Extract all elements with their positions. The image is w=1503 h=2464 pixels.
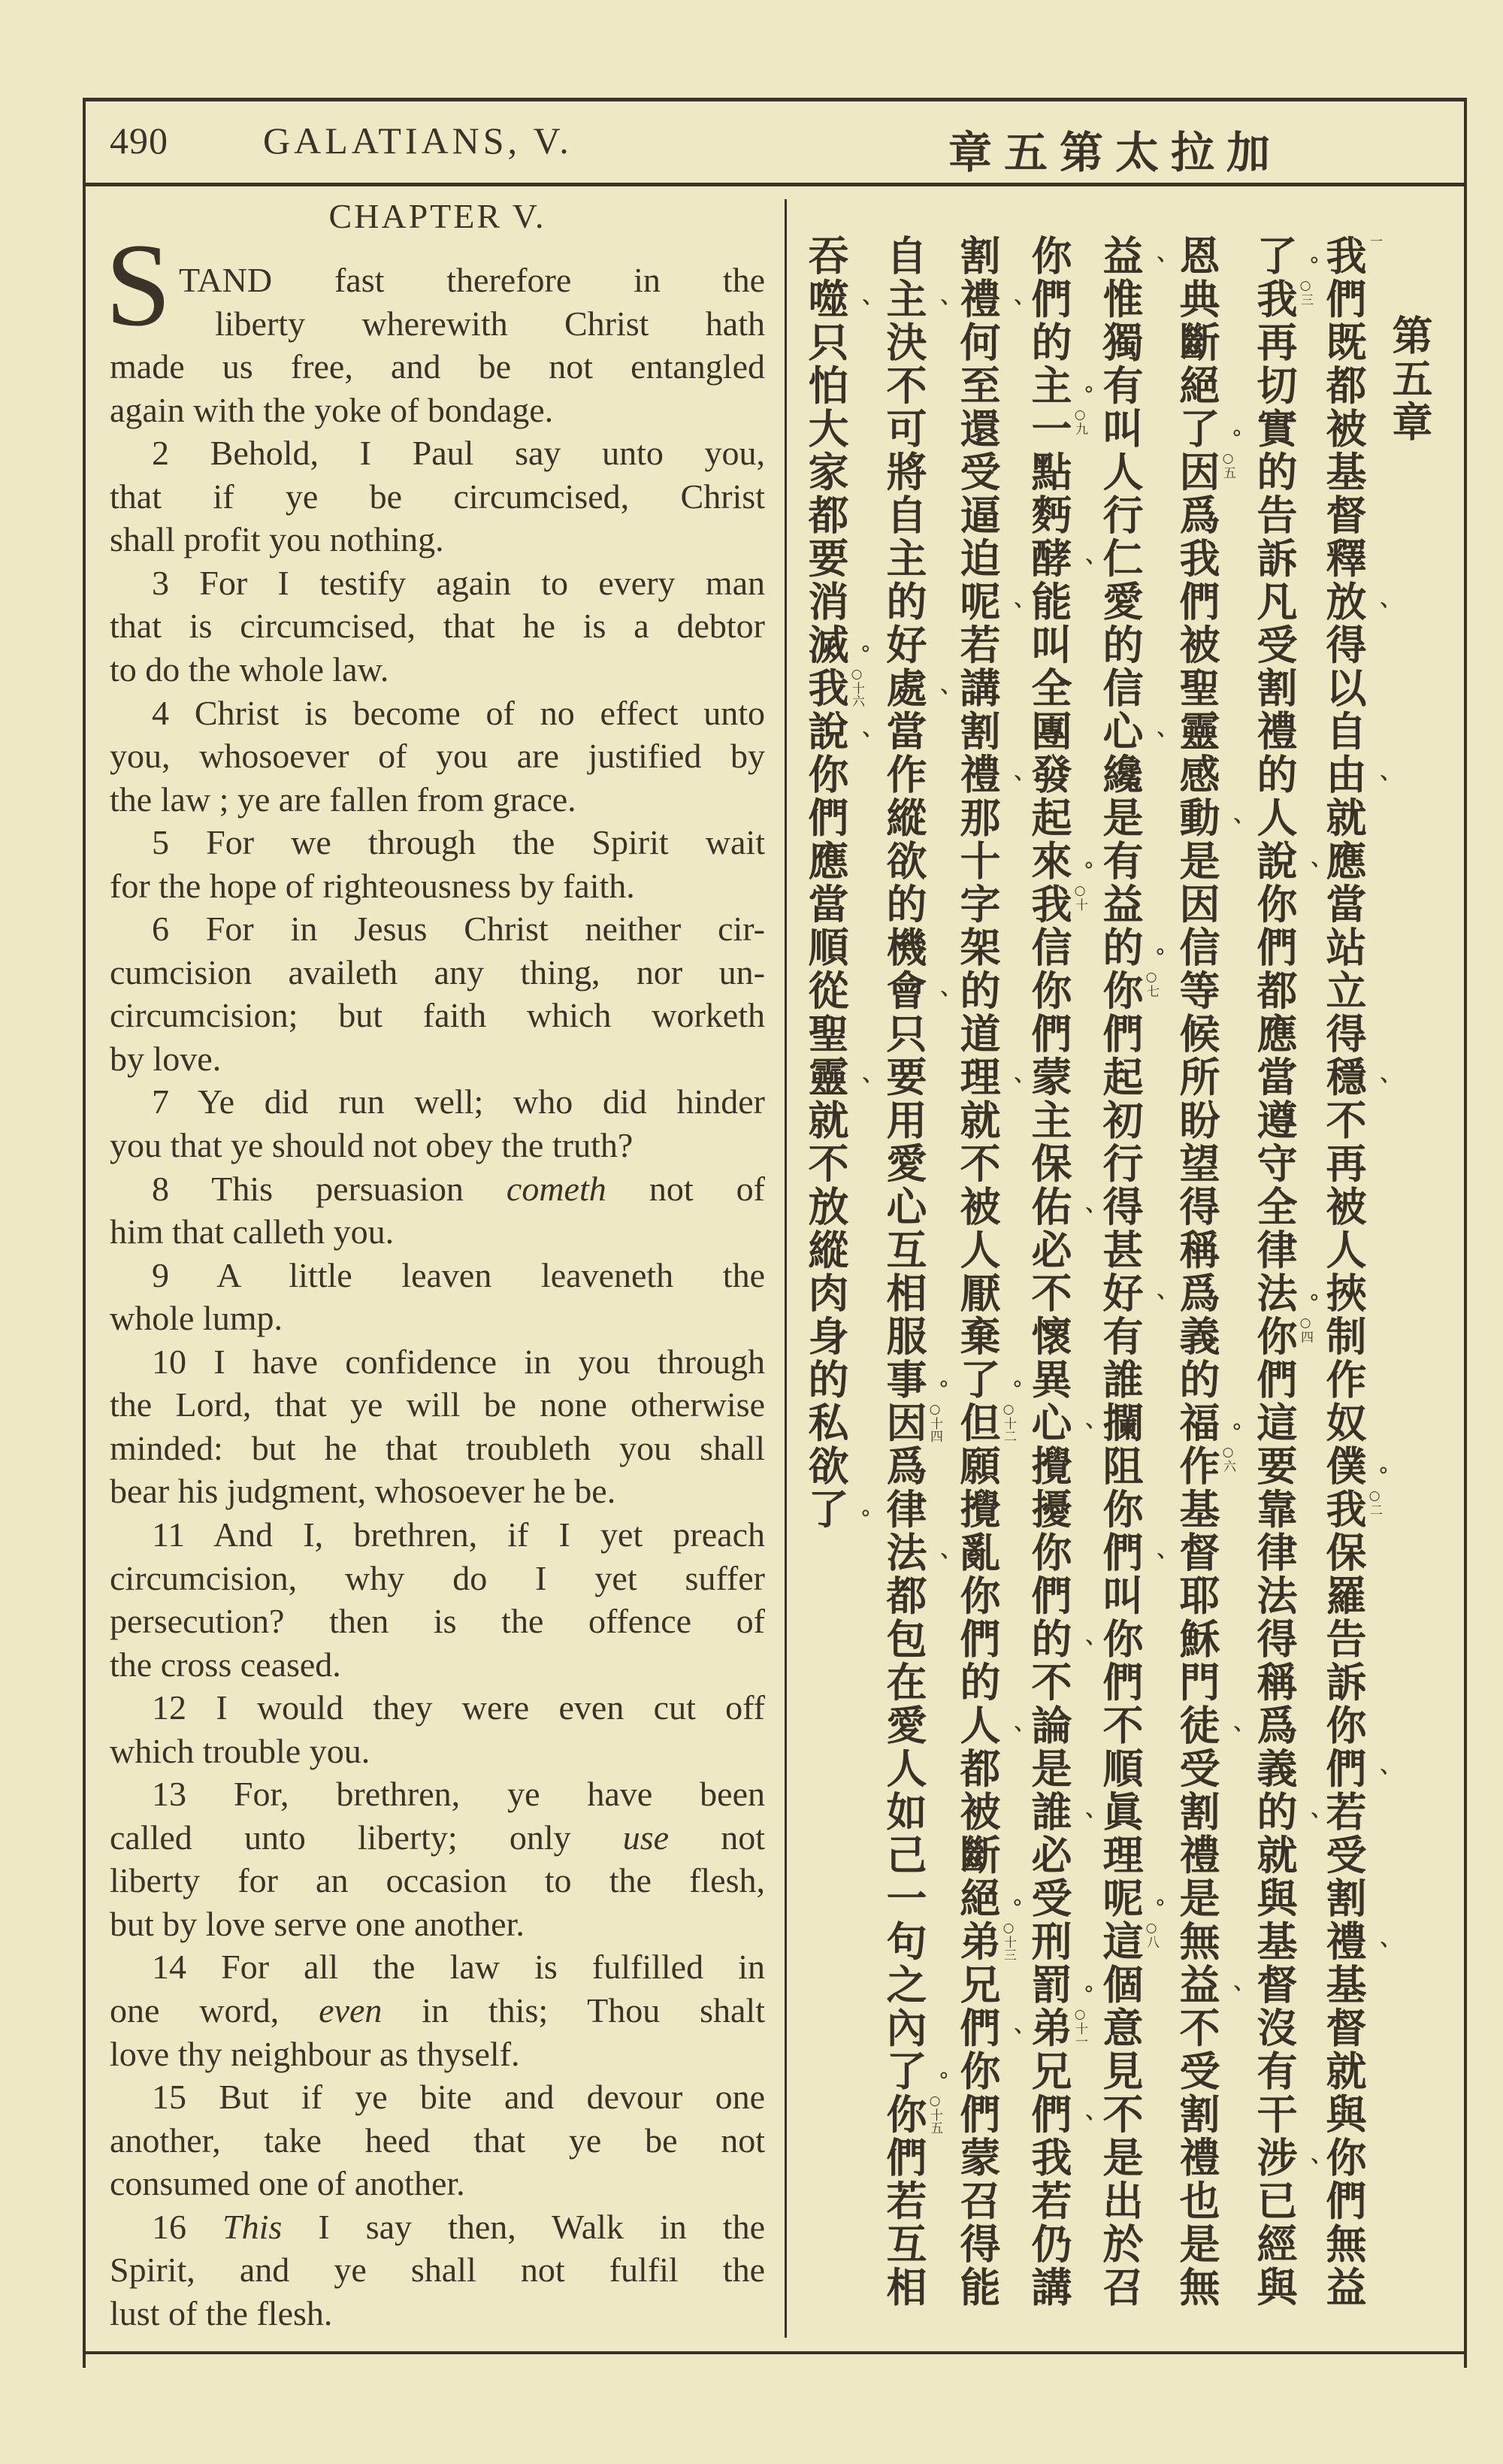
text-line xyxy=(110,562,765,604)
text-segment: 16 xyxy=(152,2207,223,2246)
text-segment: you, whosoever of you are justified by xyxy=(110,737,765,776)
text-segment: again with the yoke of bondage. xyxy=(110,390,554,429)
drop-cap: S xyxy=(105,219,171,351)
chinese-text: 一點麪酵 xyxy=(1025,407,1072,580)
text-segment: you that ye should not obey the truth? xyxy=(110,1126,634,1164)
text-line xyxy=(110,1383,765,1426)
text-line xyxy=(110,259,765,301)
text-segment: 6 For in Jesus Christ neither cir- xyxy=(152,910,765,949)
text-segment: not xyxy=(669,1818,766,1857)
punctuation-mark: 、 xyxy=(998,1076,1023,1097)
punctuation-mark: 。 xyxy=(1295,1292,1320,1314)
text-segment: lust of the flesh. xyxy=(110,2293,333,2332)
verse-marker: ○三 xyxy=(1298,277,1313,306)
punctuation-mark: 、 xyxy=(998,773,1023,795)
punctuation-mark: 、 xyxy=(998,1724,1023,1746)
text-segment: 5 For we through the Spirit wait xyxy=(152,823,765,862)
chinese-column xyxy=(1320,235,1389,2309)
text-line xyxy=(110,1989,765,2032)
chinese-text: 攪擾你們的 xyxy=(1025,1445,1072,1661)
chinese-text: 你們蒙召得能 xyxy=(954,2050,1001,2309)
text-line xyxy=(110,1859,765,1902)
punctuation-mark: 、 xyxy=(1069,1811,1094,1833)
verse-marker: ○四 xyxy=(1298,1315,1313,1343)
punctuation-mark: 、 xyxy=(1141,731,1166,752)
chinese-text: 你們若互相 xyxy=(880,2093,927,2309)
text-line xyxy=(110,1816,765,1859)
chinese-text: 益 xyxy=(1096,235,1144,278)
text-segment: I say then, Walk in the xyxy=(282,2207,765,2246)
text-segment: that is circumcised, that he is a debtor xyxy=(110,607,765,646)
italic-text: This xyxy=(222,2207,283,2246)
chinese-column xyxy=(954,235,1023,2309)
text-segment: for the hope of righteousness by faith. xyxy=(110,866,635,905)
text-segment: love thy neighbour as thyself. xyxy=(110,2034,520,2073)
text-segment: the cross ceased. xyxy=(110,1645,341,1684)
punctuation-mark: 、 xyxy=(998,2027,1023,2048)
text-segment: that if ye be circumcised, Christ xyxy=(110,477,765,516)
text-line xyxy=(110,2033,765,2075)
punctuation-mark: 。 xyxy=(1217,428,1242,450)
chapter-heading-chinese xyxy=(1387,314,1432,444)
text-segment: one word, xyxy=(110,1991,319,2030)
punctuation-mark: 、 xyxy=(1141,255,1166,277)
chinese-text: 但願攪亂你們的人 xyxy=(954,1401,1001,1748)
running-title-chinese: 加拉太第五章 xyxy=(948,127,1283,178)
chinese-text: 就不被人厭棄了 xyxy=(954,1099,1001,1402)
punctuation-mark: 、 xyxy=(1295,2157,1320,2178)
text-line xyxy=(110,1297,765,1339)
text-line xyxy=(110,864,765,907)
text-line xyxy=(110,604,765,647)
text-line xyxy=(110,2162,765,2205)
punctuation-mark: 。 xyxy=(998,1379,1023,1400)
text-segment: 3 For I testify again to every man xyxy=(152,563,765,602)
text-line xyxy=(110,1772,765,1815)
text-line xyxy=(110,2075,765,2118)
text-segment: not of xyxy=(606,1169,765,1208)
chinese-text: 作基督耶穌門徒 xyxy=(1173,1445,1220,1748)
text-segment: circumcision; but faith which worketh xyxy=(110,996,765,1035)
chinese-text: 不論是誰 xyxy=(1025,1660,1072,1834)
chinese-text: 必不懷異心 xyxy=(1025,1228,1072,1445)
text-line xyxy=(110,1686,765,1729)
verse-marker: ○十六 xyxy=(849,667,864,707)
verse-marker: ○七 xyxy=(1144,969,1159,997)
punctuation-mark: 、 xyxy=(924,298,949,319)
chinese-text: 這個意見不是出於召 xyxy=(1096,1920,1144,2309)
chinese-text: 已經與 xyxy=(1250,2179,1298,2309)
chinese-text: 得以自由 xyxy=(1320,623,1367,797)
italic-text: cometh xyxy=(506,1169,606,1208)
chinese-text: 我若仍講 xyxy=(1025,2136,1072,2309)
text-line xyxy=(110,1513,765,1556)
punctuation-mark: 。 xyxy=(1364,1465,1389,1487)
verse-marker: ○十四 xyxy=(927,1401,942,1442)
chinese-text: 就與基督沒有干涉 xyxy=(1250,1833,1298,2180)
text-line xyxy=(110,1080,765,1123)
chinese-text: 我保羅告訴你們 xyxy=(1320,1488,1367,1790)
chinese-text: 基督就與你們無益 xyxy=(1320,1963,1367,2309)
text-segment: bear his judgment, whosoever he be. xyxy=(110,1472,616,1511)
column-divider xyxy=(785,199,787,2338)
text-line xyxy=(110,1945,765,1988)
chinese-text: 你們起初行得甚好 xyxy=(1096,969,1144,1315)
punctuation-mark: 、 xyxy=(1217,1984,1242,2005)
text-line xyxy=(110,951,765,994)
chapter-heading: CHAPTER V. xyxy=(328,197,546,235)
punctuation-mark: 、 xyxy=(1069,558,1094,579)
text-segment: 15 But if ye bite and devour one xyxy=(152,2078,765,2117)
text-line xyxy=(110,778,765,821)
text-segment: in this; Thou shalt xyxy=(382,1991,765,2030)
text-line xyxy=(110,1470,765,1512)
verse-marker: ○五 xyxy=(1220,450,1235,479)
chinese-text: 那十字架的道理 xyxy=(954,796,1001,1099)
punctuation-mark: 。 xyxy=(846,1509,871,1530)
chinese-text: 第五章 xyxy=(1386,314,1433,444)
text-line xyxy=(110,907,765,950)
text-line xyxy=(110,345,765,388)
punctuation-mark: 。 xyxy=(1217,1422,1242,1443)
chinese-text: 都包在愛人如己一句之內了 xyxy=(880,1574,927,2093)
punctuation-mark: 、 xyxy=(1069,1422,1094,1443)
text-segment: by love. xyxy=(110,1039,222,1078)
chinese-text: 因爲我們被聖靈感動 xyxy=(1173,450,1220,840)
punctuation-mark: 、 xyxy=(924,687,949,709)
chinese-text: 我們既都被基督釋放 xyxy=(1320,235,1367,624)
chinese-text: 我再切實的告訴凡受割禮的人說 xyxy=(1250,277,1298,883)
chinese-text: 有誰攔阻你們 xyxy=(1096,1315,1144,1575)
punctuation-mark: 。 xyxy=(1069,860,1094,882)
chinese-text: 若講割禮 xyxy=(954,623,1001,797)
chinese-text: 弟兄們 xyxy=(1025,2006,1072,2136)
text-line xyxy=(110,1557,765,1600)
text-line xyxy=(110,389,765,431)
chinese-text: 你們應當順從聖靈 xyxy=(802,753,849,1099)
chinese-column xyxy=(1173,235,1242,2309)
punctuation-mark: 。 xyxy=(1141,1897,1166,1919)
chinese-text: 都被斷絕 xyxy=(954,1747,1001,1921)
text-segment: called unto liberty; only xyxy=(110,1818,623,1857)
text-line xyxy=(110,648,765,691)
text-line xyxy=(110,1254,765,1297)
chinese-text: 是因信等候所盼望得稱爲義的福 xyxy=(1173,840,1220,1445)
chinese-text: 當作縱欲的機會 xyxy=(880,710,927,1013)
text-segment: but by love serve one another. xyxy=(110,1904,525,1943)
text-line xyxy=(110,1902,765,1945)
text-segment: 4 Christ is become of no effect unto xyxy=(152,693,765,732)
text-segment: 14 For all the law is fulfilled in xyxy=(152,1948,765,1987)
text-segment: 12 I would they were even cut off xyxy=(152,1688,765,1727)
running-title: GALATIANS, V. xyxy=(263,120,573,162)
text-segment: 8 This persuasion xyxy=(152,1169,507,1208)
punctuation-mark: 。 xyxy=(846,644,871,665)
text-segment: 2 Behold, I Paul say unto you, xyxy=(152,434,765,473)
chinese-text: 若受割禮 xyxy=(1320,1790,1367,1963)
text-line xyxy=(110,431,765,474)
text-segment: liberty for an occasion to the flesh, xyxy=(110,1861,765,1900)
text-line xyxy=(110,475,765,518)
chinese-text: 你們這要靠律法得稱爲義的 xyxy=(1250,1315,1298,1834)
chinese-text: 只要用愛心互相服事 xyxy=(880,1013,927,1402)
verse-marker: ○九 xyxy=(1072,407,1087,435)
text-line xyxy=(110,734,765,777)
text-segment: circumcision, why do I yet suffer xyxy=(110,1558,765,1597)
chinese-text: 就不放縱肉身的私欲了 xyxy=(802,1099,849,1531)
text-line xyxy=(110,2119,765,2162)
punctuation-mark: 、 xyxy=(998,601,1023,622)
verse-marker: ○二 xyxy=(1367,1488,1382,1516)
text-segment: consumed one of another. xyxy=(110,2164,465,2203)
punctuation-mark: 。 xyxy=(1295,255,1320,277)
punctuation-mark: 、 xyxy=(1069,2114,1094,2135)
text-segment: 7 Ye did run well; who did hinder xyxy=(152,1082,765,1122)
verse-marker: ○十五 xyxy=(927,2093,942,2134)
chinese-text: 你們的主 xyxy=(1025,235,1072,407)
punctuation-mark: 。 xyxy=(1069,385,1094,406)
verse-marker: ○八 xyxy=(1144,1920,1159,1948)
text-line xyxy=(110,821,765,864)
text-line xyxy=(110,1210,765,1253)
punctuation-mark: 。 xyxy=(998,1897,1023,1919)
chinese-text: 不再被人挾制作奴僕 xyxy=(1320,1099,1367,1488)
right-border xyxy=(1464,98,1467,2368)
page-number: 490 xyxy=(110,120,168,162)
verse-marker: ○十二 xyxy=(1001,1401,1016,1442)
text-segment: TAND fast therefore in the xyxy=(179,261,765,299)
verse-marker: 一 xyxy=(1367,235,1382,247)
punctuation-mark: 、 xyxy=(1217,1724,1242,1746)
punctuation-mark: 、 xyxy=(1364,1076,1389,1097)
text-segment: cumcision availeth any thing, nor un- xyxy=(110,952,765,991)
punctuation-mark: 、 xyxy=(924,1551,949,1573)
text-segment: persecution? then is the offence of xyxy=(110,1602,765,1641)
punctuation-mark: 、 xyxy=(846,1076,871,1097)
text-segment: liberty wherewith Christ hath xyxy=(215,304,765,343)
text-segment: the law ; ye are fallen from grace. xyxy=(110,779,576,819)
chinese-text: 恩典斷絕了 xyxy=(1173,235,1220,451)
chinese-text: 我信你們蒙主保佑 xyxy=(1025,882,1072,1229)
punctuation-mark: 、 xyxy=(1141,1292,1166,1314)
punctuation-mark: 。 xyxy=(1141,946,1166,968)
punctuation-mark: 、 xyxy=(1141,1551,1166,1573)
chinese-text: 纔是有益的 xyxy=(1096,753,1144,970)
chinese-text: 就應當站立得穩 xyxy=(1320,796,1367,1099)
text-line xyxy=(110,302,765,345)
text-segment: him that calleth you. xyxy=(110,1212,395,1252)
text-line xyxy=(110,518,765,561)
punctuation-mark: 、 xyxy=(1295,1811,1320,1833)
italic-text: use xyxy=(622,1818,670,1857)
punctuation-mark: 、 xyxy=(1217,817,1242,838)
text-line xyxy=(110,1643,765,1686)
verse-marker: ○十三 xyxy=(1001,1920,1016,1961)
text-segment: 11 And I, brethren, if I yet preach xyxy=(152,1515,765,1554)
chinese-column xyxy=(802,235,871,1531)
text-line xyxy=(110,2292,765,2335)
text-line xyxy=(110,1730,765,1772)
chinese-text: 決不可將自主的好處 xyxy=(880,321,927,710)
chinese-text: 我說 xyxy=(802,667,849,753)
text-line xyxy=(110,994,765,1037)
chinese-column xyxy=(1025,235,1094,2309)
chinese-column xyxy=(880,235,949,2309)
chinese-text: 能叫全團發起來 xyxy=(1025,580,1072,883)
bottom-rule xyxy=(83,2351,1467,2354)
verse-marker: ○六 xyxy=(1220,1445,1235,1473)
punctuation-mark: 。 xyxy=(1069,1984,1094,2005)
punctuation-mark: 、 xyxy=(1364,601,1389,622)
text-line xyxy=(110,1600,765,1642)
chinese-text: 吞噬 xyxy=(802,235,849,321)
text-line xyxy=(110,2205,765,2248)
punctuation-mark: 、 xyxy=(1069,1206,1094,1227)
chinese-column xyxy=(1096,235,1166,2309)
punctuation-mark: 。 xyxy=(924,1379,949,1400)
punctuation-mark: 、 xyxy=(846,731,871,752)
verse-marker: ○十一 xyxy=(1072,2006,1087,2048)
italic-text: even xyxy=(319,1991,383,2030)
header-rule xyxy=(83,183,1467,186)
text-segment: shall profit you nothing. xyxy=(110,520,444,559)
text-segment: another, take heed that ye be not xyxy=(110,2120,765,2160)
chinese-text: 因爲律法 xyxy=(880,1401,927,1575)
punctuation-mark: 、 xyxy=(924,990,949,1011)
punctuation-mark: 、 xyxy=(1364,773,1389,795)
chinese-text: 只怕大家都要消滅 xyxy=(802,321,849,667)
chinese-text: 了 xyxy=(1250,235,1298,278)
chinese-text: 弟兄們 xyxy=(954,1920,1001,2050)
chinese-text: 自主 xyxy=(880,235,927,321)
text-line xyxy=(110,1340,765,1383)
text-line xyxy=(110,1124,765,1167)
left-border xyxy=(83,98,86,2368)
text-segment: Spirit, and ye shall not fulfil the xyxy=(110,2251,765,2290)
punctuation-mark: 、 xyxy=(846,298,871,319)
chinese-text: 受割禮是無益 xyxy=(1173,1747,1220,2007)
text-line xyxy=(110,1427,765,1470)
punctuation-mark: 、 xyxy=(1364,1768,1389,1789)
verse-marker: ○十 xyxy=(1072,882,1087,911)
chinese-column xyxy=(1250,235,1320,2309)
text-line xyxy=(110,1037,765,1080)
text-segment: made us free, and be not entangled xyxy=(110,347,765,386)
punctuation-mark: 、 xyxy=(1295,860,1320,882)
chinese-text: 叫你們不順眞理呢 xyxy=(1096,1574,1144,1921)
text-segment: whole lump. xyxy=(110,1299,283,1338)
chinese-text: 你們都應當遵守全律法 xyxy=(1250,882,1298,1315)
text-line xyxy=(110,2248,765,2291)
chinese-text: 何至還受逼迫呢 xyxy=(954,321,1001,624)
punctuation-mark: 、 xyxy=(1364,1941,1389,1962)
punctuation-mark: 、 xyxy=(998,298,1023,319)
text-segment: 9 A little leaven leaveneth the xyxy=(152,1255,765,1294)
text-segment: 10 I have confidence in you through xyxy=(152,1342,765,1381)
text-line xyxy=(110,1167,765,1210)
punctuation-mark: 。 xyxy=(924,2070,949,2092)
chinese-text: 不受割禮也是無 xyxy=(1173,2006,1220,2309)
text-segment: to do the whole law. xyxy=(110,649,389,689)
text-segment: the Lord, that ye will be none otherwise xyxy=(110,1385,765,1424)
text-line xyxy=(110,692,765,734)
chinese-text: 惟獨有叫人行仁愛的信心 xyxy=(1096,277,1144,753)
chinese-text: 必受刑罰 xyxy=(1025,1833,1072,2007)
text-segment: 13 For, brethren, ye have been xyxy=(152,1775,765,1814)
chinese-text: 割禮 xyxy=(954,235,1001,321)
punctuation-mark: 、 xyxy=(1069,1638,1094,1660)
text-segment: which trouble you. xyxy=(110,1731,370,1770)
top-rule xyxy=(83,98,1467,101)
text-segment: minded: but he that troubleth you shall xyxy=(110,1428,765,1467)
